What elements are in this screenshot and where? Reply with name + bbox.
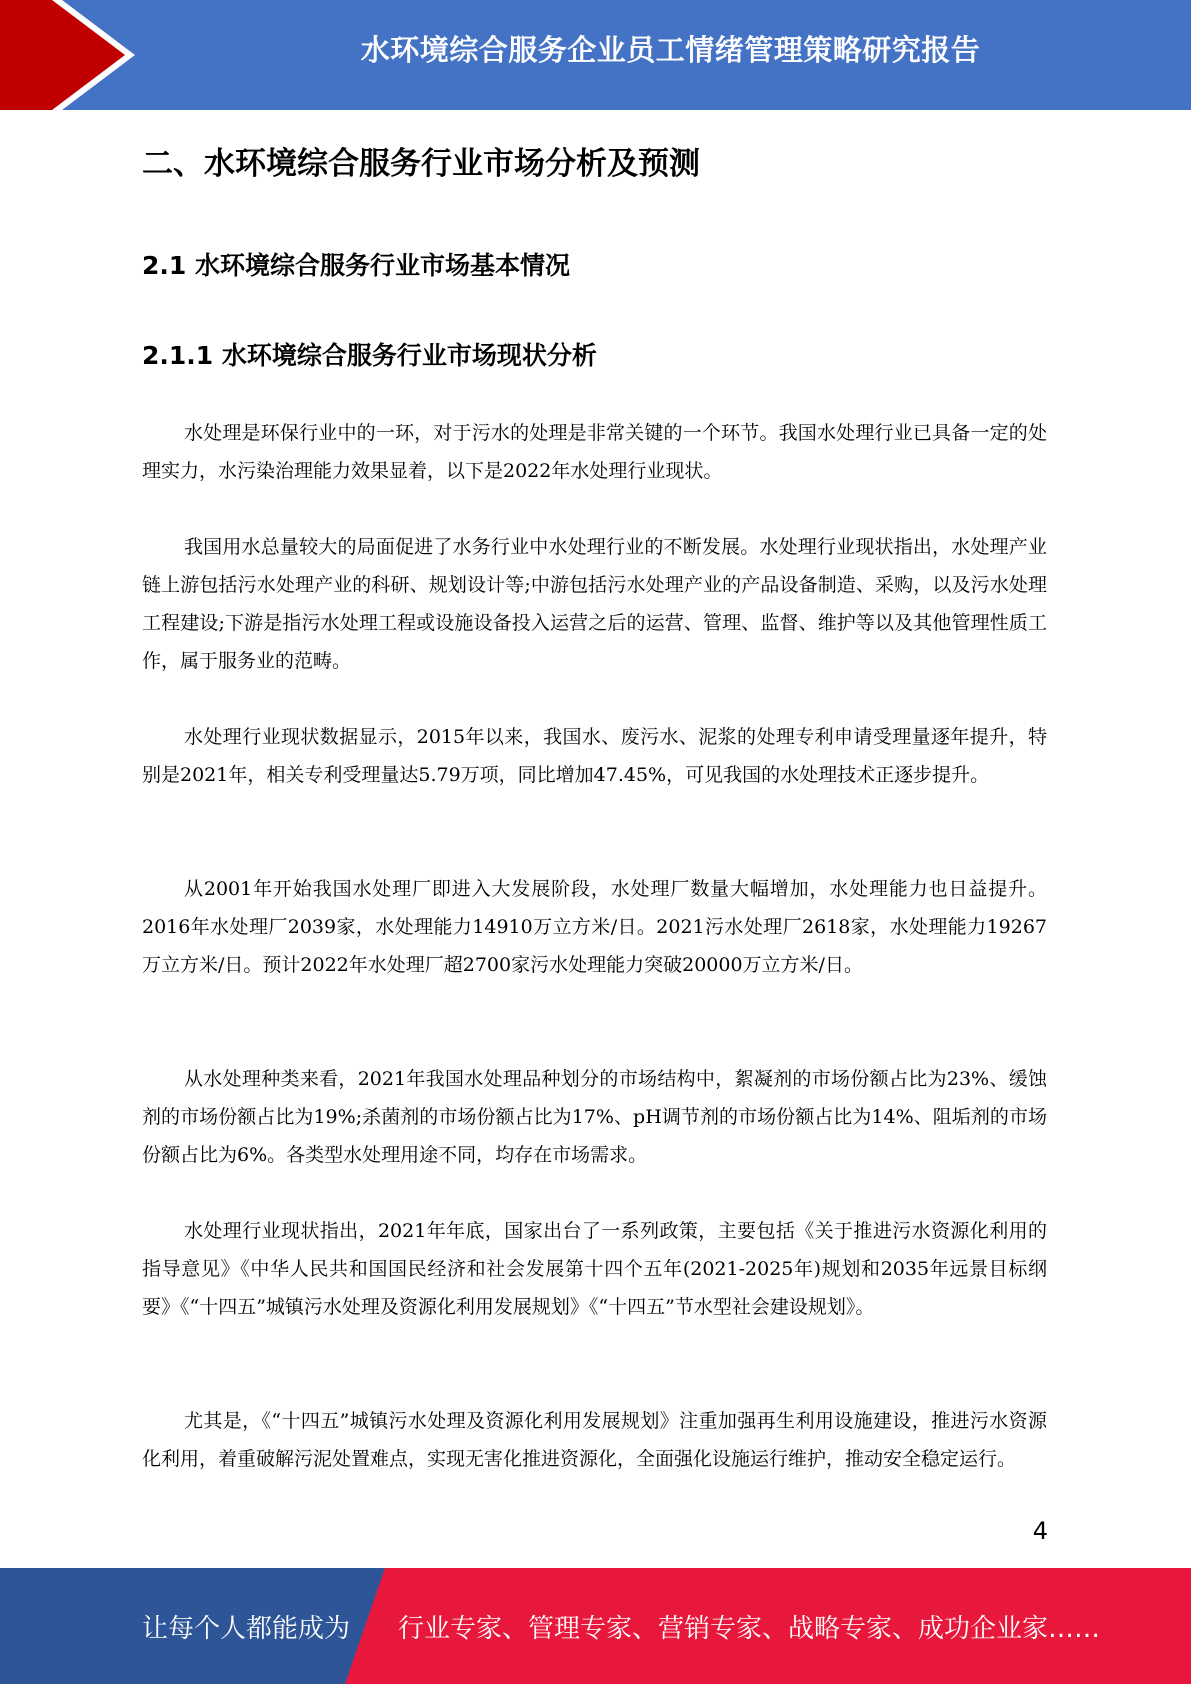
paragraph: 我国用水总量较大的局面促进了水务行业中水处理行业的不断发展。水处理行业现状指出，水处理产业链上游包括污水处理产业的科研、规划设计等;中游包括污水处理产业的产品设备制造、采购，以及污水处理工程建设;下游是指污水处理工程或设施设备投入运营之后的运营、管理、监督、维护等以及其他管理性质工作，属于服务业的范畴。 bbox=[142, 536, 1047, 672]
paragraph: 水处理是环保行业中的一环，对于污水的处理是非常关键的一个环节。我国水处理行业已具备一定的处理实力，水污染治理能力效果显着，以下是2022年水处理行业现状。 bbox=[142, 422, 1047, 482]
paragraph: 从水处理种类来看，2021年我国水处理品种划分的市场结构中，絮凝剂的市场份额占比为23%、缓蚀剂的市场份额占比为19%;杀菌剂的市场份额占比为17%、pH调节剂的市场份额占比为14%、阻垢剂的市场份额占比为6%。各类型水处理用途不同，均存在市场需求。 bbox=[142, 1068, 1047, 1166]
subsection-heading: 2.1.1 水环境综合服务行业市场现状分析 bbox=[142, 341, 597, 370]
section-heading: 2.1 水环境综合服务行业市场基本情况 bbox=[142, 251, 570, 280]
paragraph: 水处理行业现状指出，2021年年底，国家出台了一系列政策，主要包括《关于推进污水资源化利用的指导意见》《中华人民共和国国民经济和社会发展第十四个五年(2021-2025年)规划和2035年远景目标纲要》《“十四五”城镇污水处理及资源化利用发展规划》《“十四五”节水型社会建设规划》。 bbox=[142, 1220, 1047, 1318]
header-banner bbox=[0, 0, 1191, 110]
paragraph: 尤其是，《“十四五”城镇污水处理及资源化利用发展规划》注重加强再生利用设施建设，推进污水资源化利用，着重破解污泥处置难点，实现无害化推进资源化，全面强化设施运行维护，推动安全稳定运行。 bbox=[142, 1410, 1047, 1470]
chapter-heading: 二、水环境综合服务行业市场分析及预测 bbox=[142, 146, 700, 182]
footer-slogan-right: 行业专家、管理专家、营销专家、战略专家、成功企业家…… bbox=[398, 1614, 1101, 1644]
page-number: 4 bbox=[1032, 1517, 1048, 1545]
report-title: 水环境综合服务企业员工情绪管理策略研究报告 bbox=[360, 33, 981, 67]
paragraph: 水处理行业现状数据显示，2015年以来，我国水、废污水、泥浆的处理专利申请受理量逐年提升，特别是2021年，相关专利受理量达5.79万项，同比增加47.45%，可见我国的水处理技术正逐步提升。 bbox=[142, 726, 1047, 786]
footer-slogan-left: 让每个人都能成为 bbox=[142, 1614, 351, 1644]
paragraph: 从2001年开始我国水处理厂即进入大发展阶段，水处理厂数量大幅增加，水处理能力也日益提升。2016年水处理厂2039家，水处理能力14910万立方米/日。2021污水处理厂2618家，水处理能力19267万立方米/日。预计2022年水处理厂超2700家污水处理能力突破20000万立方米/日。 bbox=[142, 878, 1047, 976]
chevron-decoration-icon bbox=[0, 0, 160, 110]
footer-banner bbox=[0, 1568, 1191, 1684]
